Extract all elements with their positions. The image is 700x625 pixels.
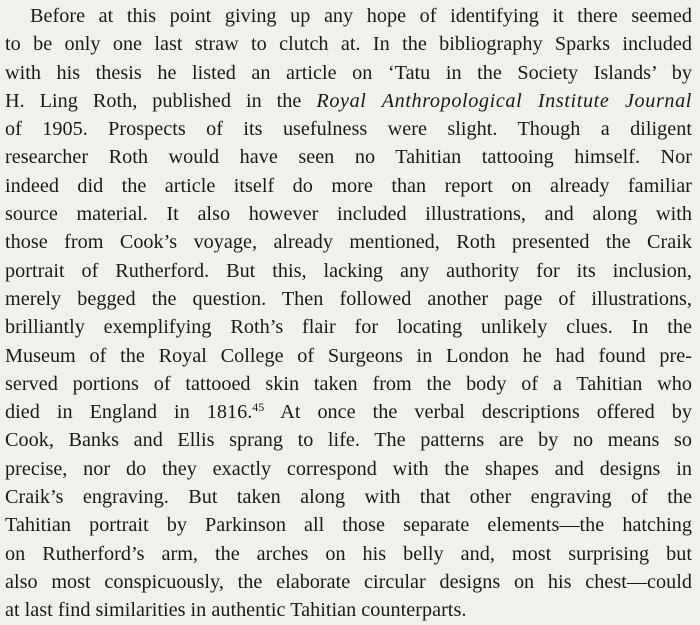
text-line: researcher Roth would have seen no Tahitian tattooing himself. Nor bbox=[5, 146, 692, 169]
text-line: merely begged the question. Then followed another page of illustrations, bbox=[5, 287, 692, 310]
text-line: precise, nor do they exactly correspond with the shapes and designs in bbox=[5, 457, 692, 480]
text-line: portrait of Rutherford. But this, lacking any authority for its inclusion, bbox=[5, 259, 692, 282]
text-line: Tahitian portrait by Parkinson all those separate elements—the hatching bbox=[5, 514, 692, 537]
footnote-marker: 45 bbox=[252, 400, 265, 415]
journal-title: Royal Anthropological Institute Journal bbox=[316, 89, 692, 112]
text-line: those from Cook’s voyage, already mentioned, Roth presented the Craik bbox=[5, 231, 692, 254]
text-segment: died in England in 1816. bbox=[5, 401, 253, 424]
text-line: also most conspicuously, the elaborate circular designs on his chest—could bbox=[5, 570, 692, 593]
text-line: brilliantly exemplifying Roth’s flair for locating unlikely clues. In the bbox=[5, 316, 692, 339]
text-line: to be only one last straw to clutch at. In the bibliography Sparks included bbox=[5, 33, 692, 56]
text-line: Cook, Banks and Ellis sprang to life. The patterns are by no means so bbox=[5, 429, 692, 452]
text-line bbox=[5, 398, 692, 426]
text-line: served portions of tattooed skin taken from the body of a Tahitian who bbox=[5, 372, 692, 395]
text-line: of 1905. Prospects of its usefulness were slight. Though a diligent bbox=[5, 118, 692, 141]
text-line: with his thesis he listed an article on ‘Tatu in the Society Islands’ by bbox=[5, 61, 692, 84]
text-line: Craik’s engraving. But taken along with that other engraving of the bbox=[5, 486, 692, 509]
text-line: Museum of the Royal College of Surgeons in London he had found pre- bbox=[5, 344, 692, 367]
text-line: Before at this point giving up any hope of identifying it there seemed bbox=[30, 5, 692, 27]
text-segment: At once the verbal descriptions offered by bbox=[264, 401, 692, 424]
text-line: source material. It also however included illustrations, and along with bbox=[5, 203, 692, 226]
text-line: indeed did the article itself do more than report on already familiar bbox=[5, 174, 692, 197]
text-segment: H. Ling Roth, published in the bbox=[5, 89, 317, 112]
text-line: on Rutherford’s arm, the arches on his belly and, most surprising but bbox=[5, 542, 692, 565]
text-line: at last find similarities in authentic Tahitian counterparts. bbox=[5, 599, 467, 622]
body-paragraph bbox=[5, 2, 692, 625]
text-line bbox=[5, 87, 692, 115]
